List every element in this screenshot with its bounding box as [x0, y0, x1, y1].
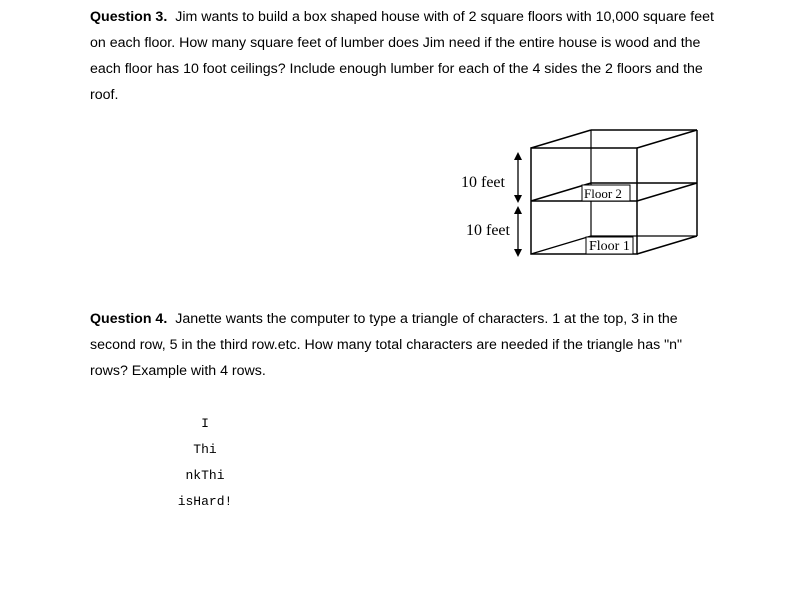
arrow-up-icon — [514, 152, 522, 160]
triangle-row-4: isHard! — [177, 494, 233, 509]
box-top-edge — [531, 130, 591, 148]
arrow-down-icon — [514, 249, 522, 257]
lower-height-label: 10 feet — [466, 222, 510, 239]
box-right-edge — [637, 236, 697, 254]
triangle-row-1: I — [201, 416, 209, 431]
floor2-divider — [637, 183, 697, 201]
question-3 — [90, 4, 720, 108]
floor2-label: Floor 2 — [584, 186, 622, 201]
upper-height-label: 10 feet — [461, 174, 505, 191]
arrow-up-icon — [514, 206, 522, 214]
triangle-row-3: nkThi — [185, 468, 225, 483]
box-top-edge — [637, 130, 697, 148]
question-3-label: Question 3. — [90, 9, 168, 25]
floor1-label: Floor 1 — [589, 239, 630, 254]
arrow-down-icon — [514, 195, 522, 203]
triangle-row-2: Thi — [193, 442, 217, 457]
box-hidden-edge — [531, 236, 591, 254]
box-house-diagram — [455, 126, 705, 262]
question-4 — [90, 306, 720, 384]
question-4-text: Janette wants the computer to type a triangle of characters. 1 at the top, 3 in the second row, 5 in the third row.etc. How many total characters are needed if the triangle has "n" rows? Example with 4 rows. — [90, 311, 683, 379]
question-4-label: Question 4. — [90, 311, 168, 327]
question-3-text: Jim wants to build a box shaped house with of 2 square floors with 10,000 square feet on each floor. How many square feet of lumber does Jim need if the entire house is wood and the each floor has 10 foot ceilings? Include enough lumber for each of the 4 sides the 2 floors and the roof. — [90, 9, 714, 103]
